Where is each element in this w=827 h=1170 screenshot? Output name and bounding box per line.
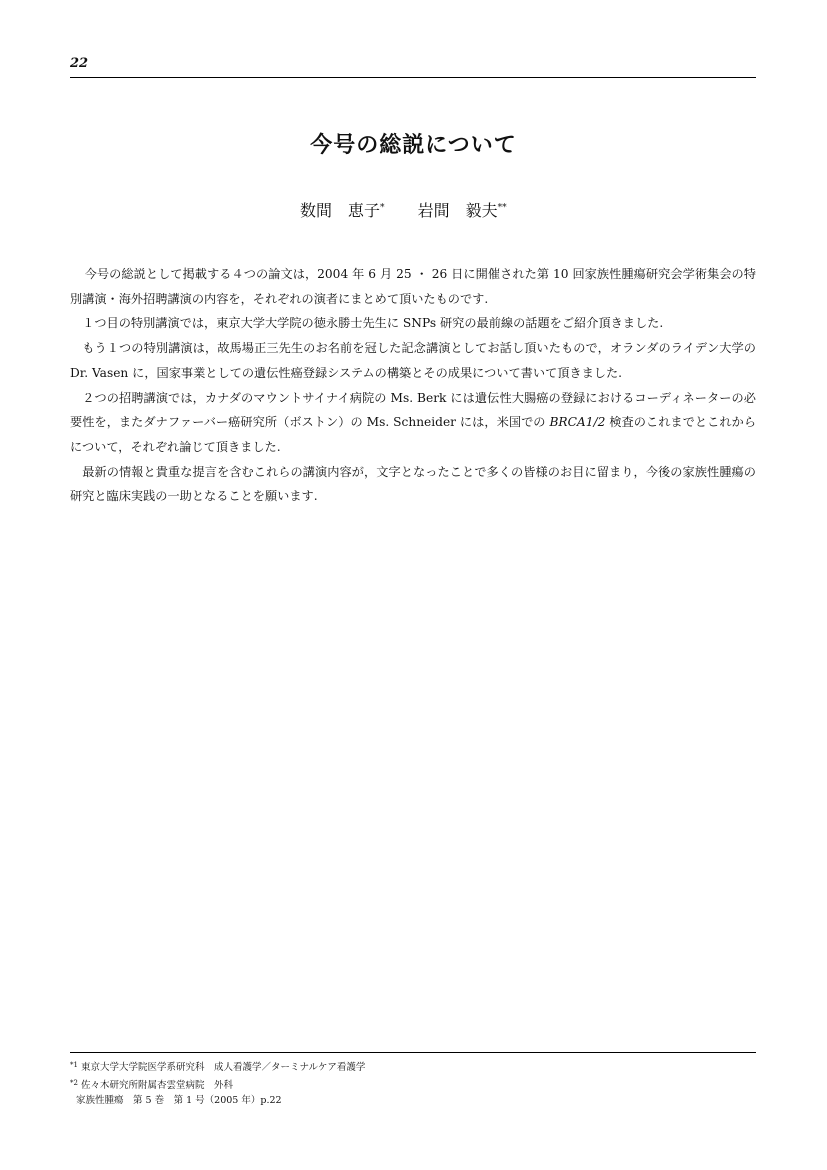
author-2-name: 岩間 毅夫 <box>417 201 498 220</box>
footnote-2-mark: *2 <box>70 1078 78 1087</box>
author-2 <box>418 198 507 221</box>
footnote-2 <box>70 1076 756 1094</box>
author-list <box>300 198 600 221</box>
footnote-1-mark: *1 <box>70 1061 78 1069</box>
footnote-rule <box>70 1052 756 1053</box>
page-number: 22 <box>70 56 89 71</box>
header-rule <box>70 77 756 78</box>
author-1 <box>300 198 385 221</box>
paragraph-2: １つ目の特別講演では，東京大学大学院の徳永勝士先生に SNPs 研究の最前線の話題をご紹介頂きました. <box>82 316 664 331</box>
paragraph-4-text-a: ２つの招聘講演では，カナダのマウントサイナイ病院の Ms. Berk には遺伝性大腸癌の登録におけるコーディネーターの必要性を，またダナファーバー癌研究所（ボストン）の Ms. Schneider には，米国での <box>70 390 756 430</box>
author-2-mark: ** <box>497 203 507 213</box>
footnote-1 <box>70 1058 756 1076</box>
footnotes <box>70 1058 756 1109</box>
article-title: 今号の総説について <box>310 132 517 158</box>
paragraph-5: 最新の情報と貴重な提言を含むこれらの講演内容が，文字となったことで多くの皆様のお目に留まり，今後の家族性腫瘍の研究と臨床実践の一助となることを願います. <box>70 464 756 504</box>
author-1-mark: * <box>380 203 385 213</box>
article-body <box>70 262 756 509</box>
footnote-2-text: 佐々木研究所附属杏雲堂病院 外科 <box>81 1079 234 1091</box>
author-1-name: 数間 恵子 <box>300 201 381 220</box>
paragraph-3: もう１つの特別講演は，故馬場正三先生のお名前を冠した記念講演としてお話し頂いたもので，オランダのライデン大学の Dr. Vasen に，国家事業としての遺伝性癌登録システムの構築とその成果について書いて頂きました. <box>70 341 756 380</box>
paragraph-1: 今号の総説として掲載する４つの論文は，2004 年 6 月 25 ・ 26 日に開催された第 10 回家族性腫瘍研究会学術集会の特別講演・海外招聘講演の内容を，それぞれの演者にまとめて頂いたものです. <box>70 267 756 306</box>
gene-name: BRCA1/2 <box>549 415 606 430</box>
paragraph-4 <box>70 386 756 460</box>
footnote-1-text: 東京大学大学院医学系研究科 成人看護学／ターミナルケア看護学 <box>81 1062 366 1073</box>
journal-citation: 家族性腫瘍 第 5 巻 第 1 号（2005 年）p.22 <box>76 1095 282 1106</box>
paragraph-4-text-b: 検査のこれまでとこれからについて，それぞれ論じて頂きました. <box>70 415 757 454</box>
